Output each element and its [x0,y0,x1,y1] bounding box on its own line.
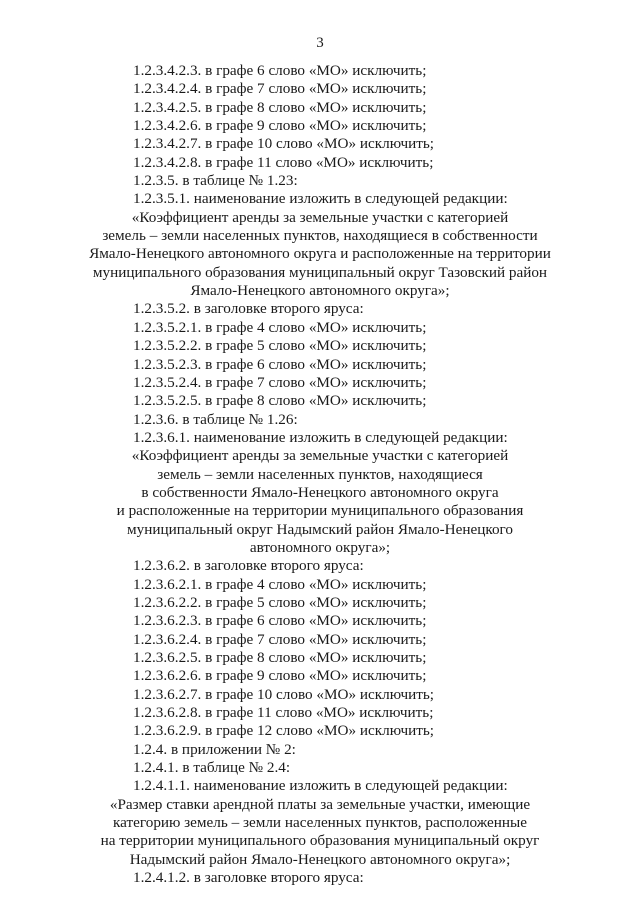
amendment-line: 1.2.3.5.1. наименование изложить в следующей редакции: [133,190,508,208]
document-body [0,62,640,887]
amendment-line: 1.2.3.6.2. в заголовке второго яруса: [133,557,364,575]
quoted-text-line: «Коэффициент аренды за земельные участки с категорией [131,208,509,226]
amendment-line: 1.2.3.4.2.6. в графе 9 слово «МО» исключить; [133,117,427,135]
quoted-text-line: Ямало-Ненецкого автономного округа»; [190,282,450,300]
amendment-line: 1.2.3.4.2.8. в графе 11 слово «МО» исключить; [133,153,434,171]
amendment-line: 1.2.4.1.1. наименование изложить в следующей редакции: [133,777,508,795]
quoted-text-line: в собственности Ямало-Ненецкого автономного округа [141,483,499,501]
amendment-line: 1.2.3.4.2.4. в графе 7 слово «МО» исключить; [133,80,427,98]
amendment-line: 1.2.3.6. в таблице № 1.26: [133,410,298,428]
amendment-line: 1.2.3.6.2.6. в графе 9 слово «МО» исключить; [133,667,427,685]
amendment-line: 1.2.3.4.2.7. в графе 10 слово «МО» исключить; [133,135,435,153]
amendment-line: 1.2.3.5.2.3. в графе 6 слово «МО» исключить; [133,355,427,373]
amendment-line: 1.2.3.5.2.4. в графе 7 слово «МО» исключить; [133,373,427,391]
amendment-line: 1.2.3.6.2.2. в графе 5 слово «МО» исключить; [133,593,427,611]
amendment-line: 1.2.3.4.2.3. в графе 6 слово «МО» исключить; [133,62,427,79]
amendment-line: 1.2.3.6.2.5. в графе 8 слово «МО» исключить; [133,649,427,666]
quoted-text-line: Надымский район Ямало-Ненецкого автономного округа»; [129,850,511,868]
amendment-line: 1.2.3.6.2.4. в графе 7 слово «МО» исключить; [133,630,427,648]
amendment-line: 1.2.3.6.2.3. в графе 6 слово «МО» исключить; [133,612,427,630]
amendment-line: 1.2.3.5.2.5. в графе 8 слово «МО» исключить; [133,392,427,410]
amendment-line: 1.2.3.4.2.5. в графе 8 слово «МО» исключить; [133,98,427,116]
quoted-text-line: категорию земель – земли населенных пунктов, расположенные [113,814,527,832]
quoted-text-line: муниципального образования муниципальный округ Тазовский район [92,263,548,281]
quoted-text-line: земель – земли населенных пунктов, находящиеся в собственности [102,227,538,245]
quoted-text-line: «Размер ставки арендной платы за земельные участки, имеющие [109,795,531,813]
quoted-text-line: и расположенные на территории муниципального образования [116,502,524,520]
amendment-line: 1.2.4.1. в таблице № 2.4: [133,759,291,777]
amendment-line: 1.2.4. в приложении № 2: [133,740,296,758]
amendment-line: 1.2.3.5.2.1. в графе 4 слово «МО» исключить; [133,318,427,336]
amendment-line: 1.2.3.6.1. наименование изложить в следующей редакции: [133,428,508,446]
quoted-text-line: «Коэффициент аренды за земельные участки с категорией [131,447,509,465]
amendment-line: 1.2.3.6.2.7. в графе 10 слово «МО» исключить; [133,685,435,703]
amendment-line: 1.2.3.5.2.2. в графе 5 слово «МО» исключить; [133,337,427,355]
quoted-text-line: на территории муниципального образования муниципальный округ [100,832,540,850]
amendment-line: 1.2.3.5.2. в заголовке второго яруса: [133,300,364,318]
amendment-line: 1.2.4.1.2. в заголовке второго яруса: [133,869,364,887]
quoted-text-line: земель – земли населенных пунктов, находящиеся [157,465,483,483]
amendment-line: 1.2.3.5. в таблице № 1.23: [133,172,298,190]
quoted-text-line: Ямало-Ненецкого автономного округа и расположенные на территории [89,245,551,263]
quoted-text-line: автономного округа»; [249,538,391,556]
amendment-line: 1.2.3.6.2.1. в графе 4 слово «МО» исключить; [133,575,427,593]
amendment-line: 1.2.3.6.2.8. в графе 11 слово «МО» исключить; [133,704,434,722]
amendment-line: 1.2.3.6.2.9. в графе 12 слово «МО» исключить; [133,722,435,740]
page-number: 3 [316,35,324,51]
quoted-text-line: муниципальный округ Надымский район Ямало-Ненецкого [127,520,513,538]
